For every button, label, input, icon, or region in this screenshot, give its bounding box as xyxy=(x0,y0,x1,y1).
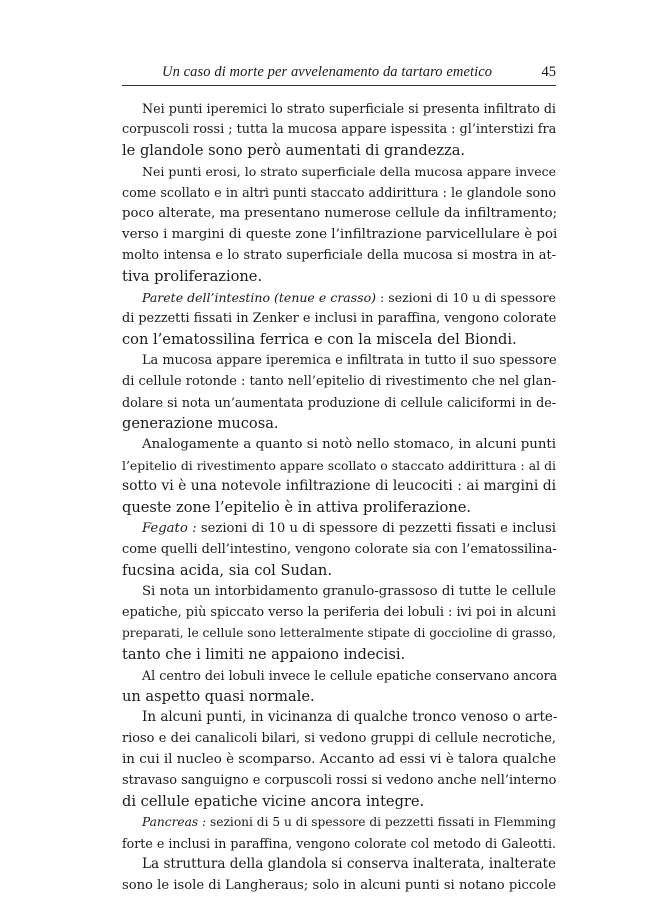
text-line xyxy=(122,602,556,623)
line-text: molto intensa e lo strato superficiale della mucosa si mostra in at- xyxy=(122,248,556,263)
section-heading: Fegato : xyxy=(142,521,197,536)
text-line xyxy=(122,497,556,518)
section-heading: Parete dell’intestino (tenue e crasso) xyxy=(142,290,376,305)
text-line xyxy=(122,770,556,791)
line-text: fucsina acida, sia col Sudan. xyxy=(122,562,332,579)
text-line xyxy=(122,350,556,371)
line-text: con l’ematossilina ferrica e con la miscela del Biondi. xyxy=(122,331,517,348)
text-line xyxy=(122,518,556,539)
text-line xyxy=(122,875,556,896)
line-text: In alcuni punti, in vicinanza di qualche tronco venoso o arte- xyxy=(142,709,558,725)
line-text: come scollato e in altri punti staccato addirittura : le glandole sono xyxy=(122,185,556,200)
line-text: poco alterate, ma presentano numerose cellule da infiltramento; xyxy=(122,206,558,221)
header-rule xyxy=(122,85,556,86)
text-line xyxy=(122,329,556,350)
line-text: sono le isole di Langheraus; solo in alcuni punti si notano piccole xyxy=(122,878,556,893)
line-text: La mucosa appare iperemica e infiltrata in tutto il suo spessore xyxy=(142,353,557,368)
running-title: Un caso di morte per avvelenamento da tartaro emetico xyxy=(162,64,493,80)
text-line xyxy=(122,119,556,140)
text-line xyxy=(122,539,556,560)
line-text: stravaso sanguigno e corpuscoli rossi si vedono anche nell’interno xyxy=(122,773,557,788)
text-line xyxy=(122,833,556,854)
line-text: Si nota un intorbidamento granulo-grassoso di tutte le cellule xyxy=(142,584,556,599)
line-text: come quelli dell’intestino, vengono colorate sia con l’ematossilina- xyxy=(122,542,557,557)
line-text: tanto che i limiti ne appaiono indecisi. xyxy=(122,646,406,663)
text-line xyxy=(122,686,556,707)
running-head xyxy=(122,60,556,84)
line-text: Nei punti iperemici lo strato superficiale si presenta infiltrato di xyxy=(142,101,556,116)
text-line xyxy=(122,560,556,581)
text-line xyxy=(122,182,556,203)
line-text: di pezzetti fissati in Zenker e inclusi in paraffina, vengono colorate xyxy=(122,311,557,326)
line-text: sezioni di 10 u di spessore di pezzetti fissati e inclusi xyxy=(200,521,556,536)
line-text: sezioni di 5 u di spessore di pezzetti fissati in Flemming xyxy=(210,815,556,829)
text-line xyxy=(122,140,556,161)
text-line xyxy=(122,371,556,392)
text-line xyxy=(122,707,556,728)
line-text: un aspetto quasi normale. xyxy=(122,688,315,705)
text-line xyxy=(122,854,556,875)
text-line xyxy=(122,308,556,329)
line-text: Nei punti erosi, lo strato superficiale della mucosa appare invece xyxy=(142,164,556,179)
text-line xyxy=(122,644,556,665)
line-text: sotto vi è una notevole infiltrazione di leucociti : ai margini di xyxy=(122,478,557,494)
body-text xyxy=(122,98,556,896)
text-line xyxy=(122,749,556,770)
text-line xyxy=(122,791,556,812)
line-text: generazione mucosa. xyxy=(122,415,279,432)
line-text: verso i margini di queste zone l’infiltrazione parvicellulare è poi xyxy=(122,227,558,242)
line-text: Analogamente a quanto si notò nello stomaco, in alcuni punti xyxy=(142,437,556,452)
line-text: tiva proliferazione. xyxy=(122,268,263,285)
text-line xyxy=(122,623,556,644)
text-line xyxy=(122,98,556,119)
line-text: Al centro dei lobuli invece le cellule epatiche conservano ancora xyxy=(142,668,558,683)
text-line xyxy=(122,224,556,245)
text-line xyxy=(122,161,556,182)
text-line xyxy=(122,287,556,308)
line-text: di cellule rotonde : tanto nell’epitelio di rivestimento che nel glan- xyxy=(122,374,556,389)
text-line xyxy=(122,266,556,287)
line-text: preparati, le cellule sono letteralmente stipate di goccioline di grasso, xyxy=(122,626,557,640)
line-text: rioso e dei canalicoli bilari, si vedono gruppi di cellule necrotiche, xyxy=(122,731,556,746)
line-text: La struttura della glandola si conserva inalterata, inalterate xyxy=(142,856,557,872)
text-line xyxy=(122,203,556,224)
text-line xyxy=(122,455,556,476)
line-text: : sezioni di 10 u di spessore xyxy=(380,290,556,305)
text-line xyxy=(122,812,556,833)
line-text: dolare si nota un’aumentata produzione di cellule caliciformi in de- xyxy=(122,395,556,410)
text-line xyxy=(122,476,556,497)
text-line xyxy=(122,245,556,266)
line-text: queste zone l’epitelio è in attiva proliferazione. xyxy=(122,499,472,516)
text-line xyxy=(122,392,556,413)
text-line xyxy=(122,413,556,434)
line-text: l’epitelio di rivestimento appare scollato o staccato addirittura : al di xyxy=(122,458,556,473)
line-text: in cui il nucleo è scomparso. Accanto ad essi vi è talora qualche xyxy=(122,752,556,767)
line-text: forte e inclusi in paraffina, vengono colorate col metodo di Galeotti. xyxy=(122,836,556,851)
line-text: le glandole sono però aumentati di grandezza. xyxy=(122,142,466,159)
page-number: 45 xyxy=(541,64,556,80)
text-line xyxy=(122,581,556,602)
text-line xyxy=(122,665,556,686)
text-line xyxy=(122,728,556,749)
section-heading: Pancreas : xyxy=(142,815,207,829)
line-text: di cellule epatiche vicine ancora integre. xyxy=(122,793,425,810)
line-text: epatiche, più spiccato verso la periferia dei lobuli : ivi poi in alcuni xyxy=(122,605,556,620)
line-text: corpuscoli rossi ; tutta la mucosa appare ispessita : gl’interstizi fra xyxy=(122,122,557,137)
text-line xyxy=(122,434,556,455)
